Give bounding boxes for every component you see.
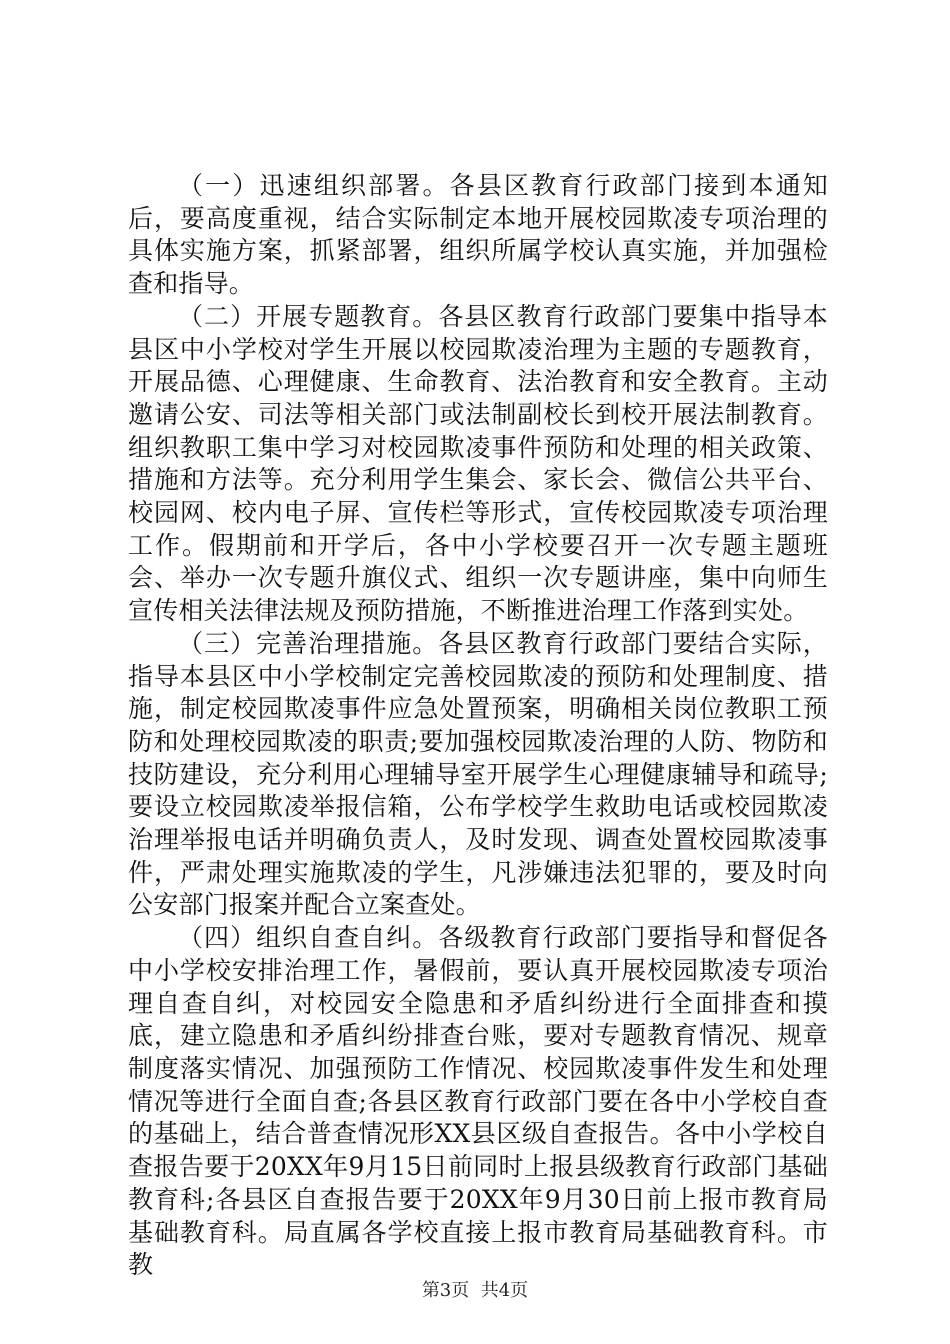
document-body	[128, 170, 828, 1282]
paragraph-governance-measures: （三）完善治理措施。各县区教育行政部门要结合实际，指导本县区中小学校制定完善校园欺凌的预防和处理制度、措施，制定校园欺凌事件应急处置预案，明确相关岗位教职工预防和处理校园欺凌的职责;要加强校园欺凌治理的人防、物防和技防建设，充分利用心理辅导室开展学生心理健康辅导和疏导;要设立校园欺凌举报信箱，公布学校学生救助电话或校园欺凌治理举报电话并明确负责人，及时发现、调查处置校园欺凌事件，严肃处理实施欺凌的学生，凡涉嫌违法犯罪的，要及时向公安部门报案并配合立案查处。	[128, 628, 828, 920]
page-footer	[0, 1279, 950, 1303]
total-pages: 共4页	[480, 1280, 529, 1301]
footer-separator	[469, 1280, 480, 1301]
paragraph-organize-deployment: （一）迅速组织部署。各县区教育行政部门接到本通知后，要高度重视，结合实际制定本地开展校园欺凌专项治理的具体实施方案，抓紧部署，组织所属学校认真实施，并加强检查和指导。	[128, 171, 828, 299]
page-number: 第3页	[421, 1280, 470, 1301]
paragraph-thematic-education: （二）开展专题教育。各县区教育行政部门要集中指导本县区中小学校对学生开展以校园欺凌治理为主题的专题教育，开展品德、心理健康、生命教育、法治教育和安全教育。主动邀请公安、司法等相关部门或法制副校长到校开展法制教育。组织教职工集中学习对校园欺凌事件预防和处理的相关政策、措施和方法等。充分利用学生集会、家长会、微信公共平台、校园网、校内电子屏、宣传栏等形式，宣传校园欺凌专项治理工作。假期前和开学后，各中小学校要召开一次专题主题班会、举办一次专题升旗仪式、组织一次专题讲座，集中向师生宣传相关法律法规及预防措施，不断推进治理工作落到实处。	[128, 301, 828, 626]
paragraph-self-inspection: （四）组织自查自纠。各级教育行政部门要指导和督促各中小学校安排治理工作，暑假前，要认真开展校园欺凌专项治理自查自纠，对校园安全隐患和矛盾纠纷进行全面排查和摸底，建立隐患和矛盾纠纷排查台账，要对专题教育情况、规章制度落实情况、加强预防工作情况、校园欺凌事件发生和处理情况等进行全面自查;各县区教育行政部门要在各中小学校自查的基础上，结合普查情况形XX县区级自查报告。各中小学校自查报告要于20XX年9月15日前同时上报县级教育行政部门基础教育科;各县区自查报告要于20XX年9月30日前上报市教育局基础教育科。局直属各学校直接上报市教育局基础教育科。市教	[128, 923, 828, 1280]
